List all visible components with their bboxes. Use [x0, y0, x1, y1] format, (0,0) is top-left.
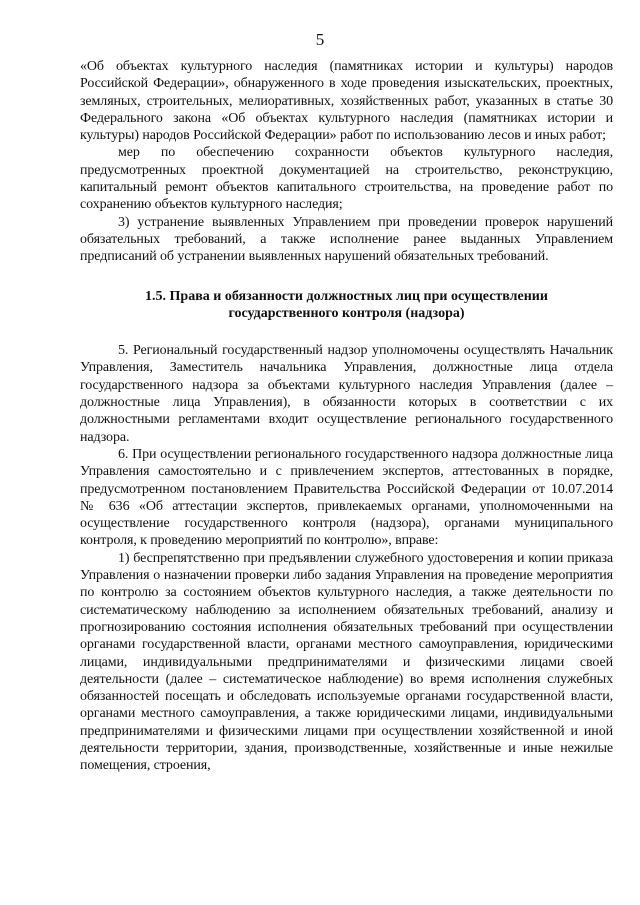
section-title-line: государственного контроля (надзора)	[228, 305, 465, 321]
paragraph: 6. При осуществлении регионального государственного надзора должностные лица Управления самостоятельно и с привлечением экспертов, аттестованных в порядке, предусмотренном постановлением Правительства Российской Федерации от 10.07.2014 № 636 «Об аттестации экспертов, привлекаемых органами, уполномоченными на осуществление государственного контроля (надзора), органами муниципального контроля, к проведению мероприятий по контролю», вправе:	[80, 446, 613, 549]
section-title	[80, 288, 613, 323]
paragraph: мер по обеспечению сохранности объектов культурного наследия, предусмотренных проектной документацией на строительство, реконструкцию, капитальный ремонт объектов капитального строительства, на проведение работ по сохранению объектов культурного наследия;	[80, 145, 613, 213]
section-title-line: 1.5. Права и обязанности должностных лиц при осуществлении	[145, 288, 548, 304]
paragraph: «Об объектах культурного наследия (памятниках истории и культуры) народов Российской Федерации», обнаруженного в ходе проведения изыскательских, проектных, земляных, строительных, мелиоративных, хозяйственных работ, указанных в статье 30 Федерального закона «Об объектах культурного наследия (памятниках истории и культуры) народов Российской Федерации» работ по использованию лесов и иных работ;	[80, 59, 613, 144]
paragraph: 3) устранение выявленных Управлением при проведении проверок нарушений обязательных требований, а также исполнение ранее выданных Управлением предписаний об устранении выявленных нарушений обязательных требований.	[80, 214, 613, 265]
page-number: 5	[315, 30, 325, 49]
document-body	[80, 58, 613, 775]
paragraph: 1) беспрепятственно при предъявлении служебного удостоверения и копии приказа Управления о назначении проверки либо задания Управления на проведение мероприятия по контролю за состоянием объектов культурного наследия, а также деятельности по систематическому наблюдению за исполнением обязательных требований, анализу и прогнозированию состояния исполнения обязательных требований при осуществлении органами государственной власти, органами местного самоуправления, юридическими лицами, индивидуальными предпринимателями и физическими лицами своей деятельности (далее – систематическое наблюдение) во время исполнения служебных обязанностей посещать и обследовать используемые органами государственной власти, органами местного самоуправления, а также юридическими лицами, индивидуальными предпринимателями и физическими лицами при осуществлении хозяйственной и иной деятельности территории, здания, производственные, хозяйственные и иные нежилые помещения, строения,	[80, 550, 613, 774]
paragraph: 5. Региональный государственный надзор уполномочены осуществлять Начальник Управления, Заместитель начальника Управления, должностные лица отдела государственного надзора за объектами культурного наследия Управления (далее – должностные лица Управления), в обязанности которых в соответствии с их должностными регламентами входит осуществление регионального государственного надзора.	[80, 343, 613, 445]
